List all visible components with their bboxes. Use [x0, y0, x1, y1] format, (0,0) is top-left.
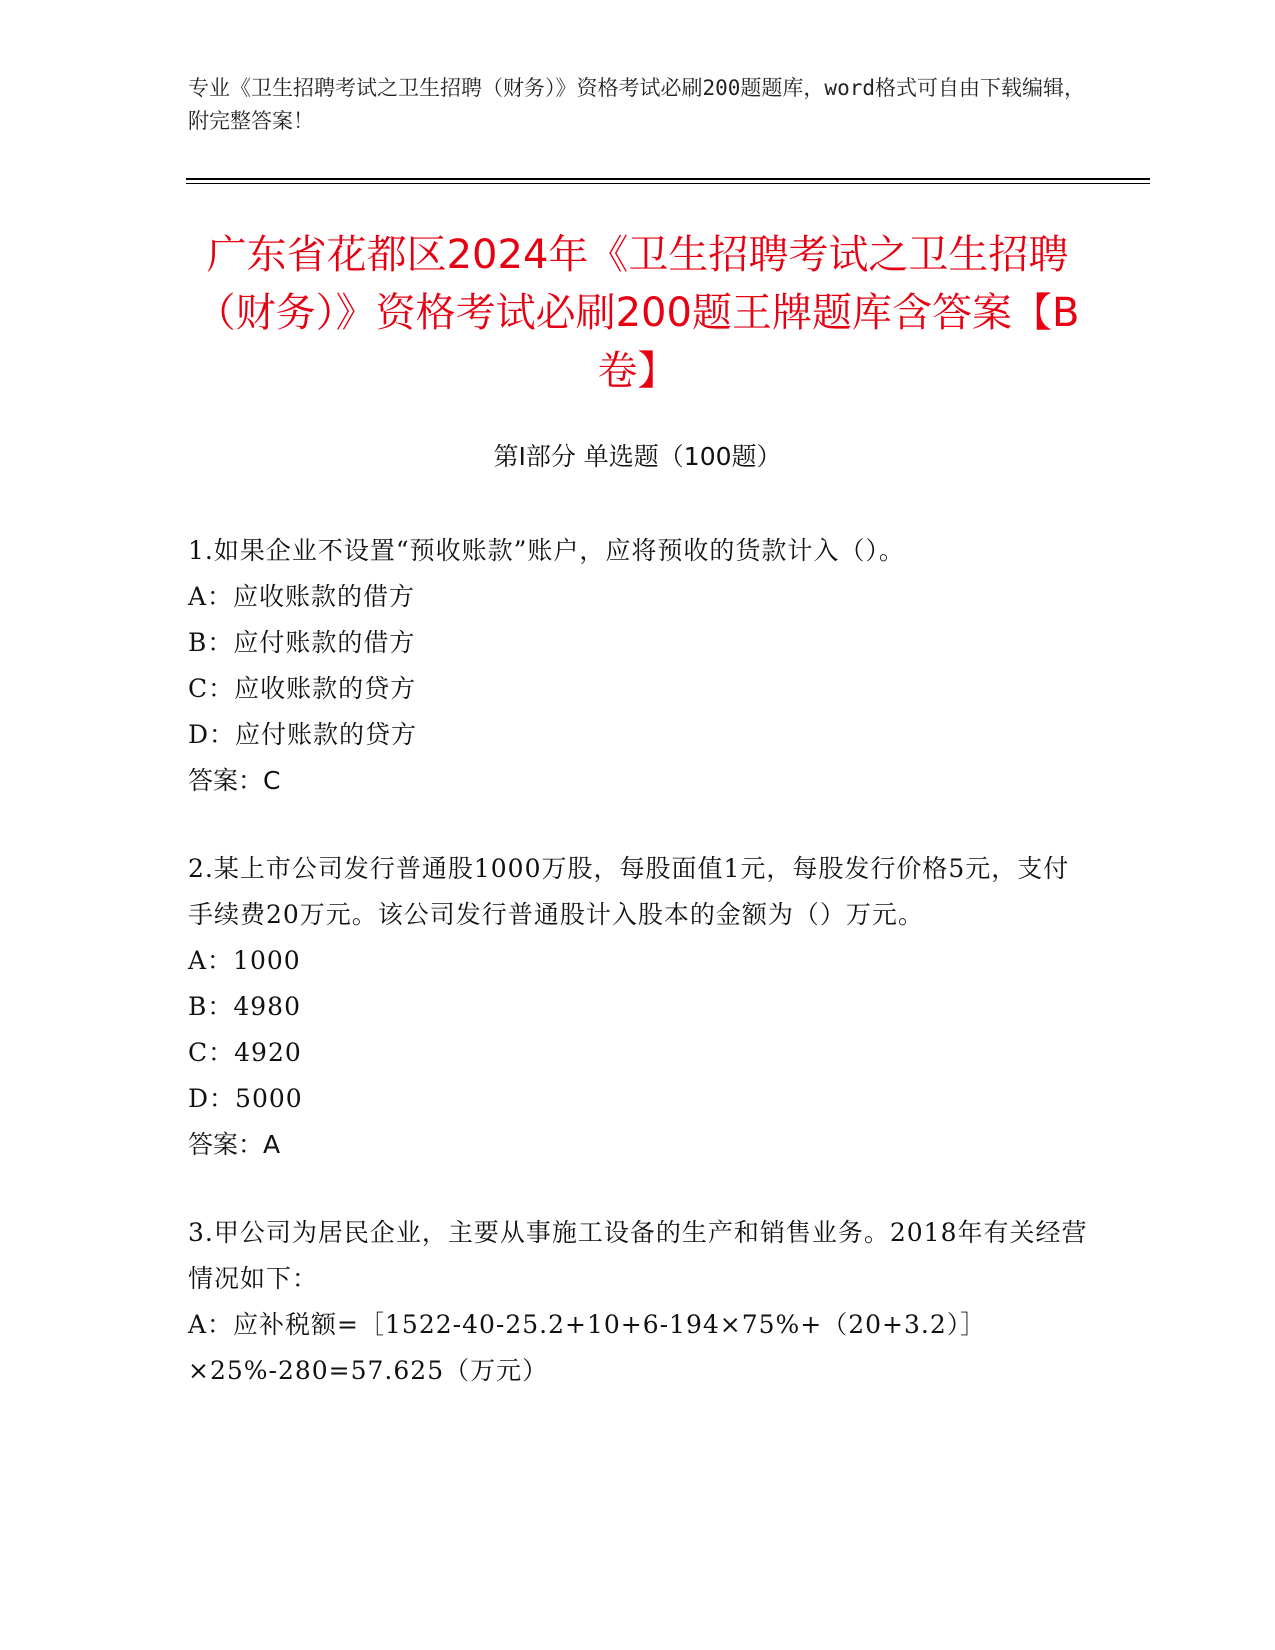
section-heading: 第I部分 单选题（100题） — [493, 442, 782, 471]
option-b: B：应付账款的借方 — [188, 628, 416, 657]
question-text: 2.某上市公司发行普通股1000万股，每股面值1元，每股发行价格5元，支付手续费20万元。该公司发行普通股计入股本的金额为（）万元。 — [188, 854, 1070, 929]
option-a: A：1000 — [188, 946, 301, 975]
answer: 答案：C — [188, 766, 281, 795]
question-3 — [188, 1210, 1088, 1394]
header-divider — [186, 178, 1150, 180]
option-b: B：4980 — [188, 992, 301, 1021]
question-1 — [188, 528, 1088, 804]
question-2 — [188, 846, 1088, 1168]
question-list — [188, 528, 1088, 1436]
header-divider-thin — [186, 183, 1150, 184]
document-title: 广东省花都区2024年《卫生招聘考试之卫生招聘（财务）》资格考试必刷200题王牌题库含答案【B卷】 — [195, 232, 1080, 394]
option-c: C：4920 — [188, 1038, 302, 1067]
answer: 答案：A — [188, 1130, 281, 1159]
option-a: A：应收账款的借方 — [188, 582, 416, 611]
question-text: 1.如果企业不设置“预收账款”账户，应将预收的货款计入（）。 — [188, 536, 905, 565]
header-note: 专业《卫生招聘考试之卫生招聘（财务）》资格考试必刷200题题库，word格式可自由下载编辑，附完整答案！ — [188, 76, 1085, 133]
question-text: 3.甲公司为居民企业，主要从事施工设备的生产和销售业务。2018年有关经营情况如下： — [188, 1218, 1088, 1293]
option-c: C：应收账款的贷方 — [188, 674, 417, 703]
option-a: A：应补税额=［1522-40-25.2+10+6-194×75%+（20+3.2）］×25%-280=57.625（万元） — [188, 1310, 987, 1385]
option-d: D：应付账款的贷方 — [188, 720, 418, 749]
option-d: D：5000 — [188, 1084, 303, 1113]
